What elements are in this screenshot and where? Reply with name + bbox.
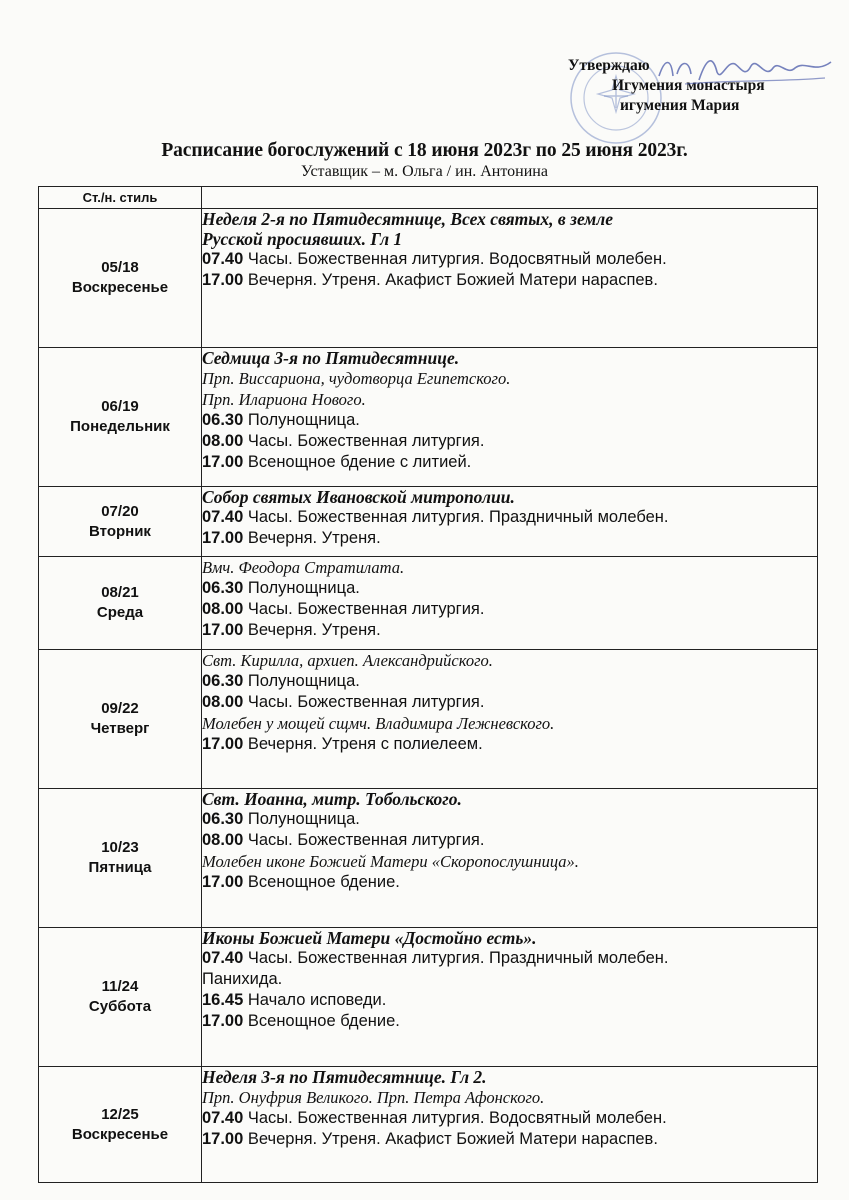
services-cell [202,557,818,650]
service-text: Всенощное бдение. [243,873,400,891]
day-date: 09/22 [101,700,139,717]
moleben-note: Молебен у мощей сщмч. Владимира Лежневского. [202,714,555,733]
day-cell [39,487,202,557]
service-line [202,249,817,270]
service-text: Полунощница. [243,411,360,429]
service-line [202,692,817,713]
day-cell [39,348,202,487]
service-text: Полунощница. [243,672,360,690]
service-line [202,948,817,969]
service-time: 06.30 [202,672,244,690]
service-text: Вечерня. Утреня. [243,529,381,547]
service-time: 16.45 [202,991,244,1009]
service-text: Полунощница. [243,579,360,597]
services-cell [202,209,818,348]
page-subtitle: Уставщик – м. Ольга / ин. Антонина [301,163,548,180]
service-line [202,1129,817,1150]
service-time: 06.30 [202,411,244,429]
service-text: Часы. Божественная литургия. [243,693,485,711]
services-cell [202,650,818,789]
schedule-rows [39,209,818,1183]
service-time: 17.00 [202,1130,244,1148]
day-cell [39,557,202,650]
service-time: 06.30 [202,810,244,828]
feast-title: Собор святых Ивановской митрополии. [202,487,515,507]
service-time: 07.40 [202,250,244,268]
saint-commemoration: Вмч. Феодора Стратилата. [202,558,405,577]
approval-name: игумения Мария [620,97,740,114]
service-line [202,830,817,851]
table-row [39,928,818,1067]
service-text: Начало исповеди. [243,991,387,1009]
day-weekday: Пятница [88,859,152,876]
table-row [39,650,818,789]
service-text: Часы. Божественная литургия. [243,831,485,849]
header-style-column: Ст./н. стиль [39,187,202,209]
service-line [202,528,817,549]
day-cell [39,928,202,1067]
service-line [202,410,817,431]
saint-commemoration: Прп. Онуфрия Великого. Прп. Петра Афонского. [202,1088,545,1107]
service-line [202,809,817,830]
day-cell [39,1067,202,1183]
service-text: Вечерня. Утреня. Акафист Божией Матери нараспев. [243,1130,658,1148]
services-cell [202,789,818,928]
day-date: 06/19 [101,398,139,415]
feast-title: Неделя 2-я по Пятидесятнице, Всех святых, в земле [202,209,614,229]
table-header-row [39,187,818,209]
services-cell [202,1067,818,1183]
day-date: 05/18 [101,259,139,276]
day-date: 11/24 [101,978,139,995]
day-weekday: Четверг [90,720,150,737]
service-line [202,1011,817,1032]
service-line [202,452,817,473]
service-line: Панихида. [202,970,283,988]
day-cell [39,650,202,789]
header-content-column [202,187,818,209]
service-line [202,990,817,1011]
service-text: Часы. Божественная литургия. Праздничный молебен. [243,508,669,526]
feast-title: Иконы Божией Матери «Достойно есть». [202,928,537,948]
service-line [202,620,817,641]
day-weekday: Суббота [88,998,152,1015]
saint-commemoration: Прп. Виссариона, чудотворца Египетского. [202,369,511,388]
feast-title: Седмица 3-я по Пятидесятнице. [202,348,460,368]
moleben-note: Молебен иконе Божией Матери «Скоропослушница». [202,852,579,871]
service-text: Вечерня. Утреня. [243,621,381,639]
day-date: 10/23 [101,839,139,856]
service-time: 08.00 [202,693,244,711]
day-date: 07/20 [101,502,139,520]
feast-title: Свт. Иоанна, митр. Тобольского. [202,789,462,809]
service-line [202,431,817,452]
services-cell [202,928,818,1067]
service-time: 17.00 [202,873,244,891]
service-time: 17.00 [202,529,244,547]
service-text: Часы. Божественная литургия. Водосвятный молебен. [243,1109,667,1127]
table-row [39,1067,818,1183]
service-time: 08.00 [202,600,244,618]
services-cell [202,348,818,487]
service-line [202,872,817,893]
service-time: 07.40 [202,1109,244,1127]
day-cell [39,789,202,928]
saint-commemoration: Свт. Кирилла, архиеп. Александрийского. [202,651,493,670]
service-line [202,578,817,599]
day-weekday: Понедельник [70,418,170,435]
service-text: Часы. Божественная литургия. Водосвятный молебен. [243,250,667,268]
service-line [202,1108,817,1129]
service-text: Всенощное бдение с литией. [243,453,472,471]
service-time: 07.40 [202,508,244,526]
service-text: Всенощное бдение. [243,1012,400,1030]
approval-approved-label: Утверждаю [568,57,650,74]
table-row [39,557,818,650]
service-line [202,507,817,528]
table-row [39,789,818,928]
service-text: Часы. Божественная литургия. [243,600,485,618]
feast-title: Неделя 3-я по Пятидесятнице. Гл 2. [202,1067,487,1087]
approval-block [520,50,840,140]
service-line [202,734,817,755]
services-cell [202,487,818,557]
service-line [202,599,817,620]
service-text: Часы. Божественная литургия. Праздничный молебен. [243,949,669,967]
service-time: 17.00 [202,621,244,639]
day-weekday: Воскресенье [71,279,169,296]
page-title: Расписание богослужений с 18 июня 2023г по 25 июня 2023г. [161,140,688,161]
day-cell [39,209,202,348]
day-weekday: Среда [96,604,144,621]
service-line [202,671,817,692]
service-text: Вечерня. Утреня с полиелеем. [243,735,483,753]
service-time: 08.00 [202,432,244,450]
service-text: Вечерня. Утреня. Акафист Божией Матери нараспев. [243,271,658,289]
service-time: 17.00 [202,271,244,289]
handwritten-signature [655,50,835,90]
feast-title: Русской просиявших. Гл 1 [202,229,403,249]
approval-position: Игумения монастыря [612,77,765,94]
table-row [39,348,818,487]
service-line [202,270,817,291]
day-weekday: Вторник [89,522,151,540]
service-text: Полунощница. [243,810,360,828]
service-text: Часы. Божественная литургия. [243,432,485,450]
saint-commemoration: Прп. Илариона Нового. [202,390,366,409]
day-date: 12/25 [101,1105,139,1123]
service-time: 17.00 [202,1012,244,1030]
day-date: 08/21 [101,584,139,601]
service-time: 07.40 [202,949,244,967]
table-row [39,209,818,348]
table-row [39,487,818,557]
service-time: 06.30 [202,579,244,597]
service-time: 17.00 [202,453,244,471]
schedule-table [38,186,818,1183]
service-time: 17.00 [202,735,244,753]
day-weekday: Воскресенье [71,1125,169,1143]
service-time: 08.00 [202,831,244,849]
